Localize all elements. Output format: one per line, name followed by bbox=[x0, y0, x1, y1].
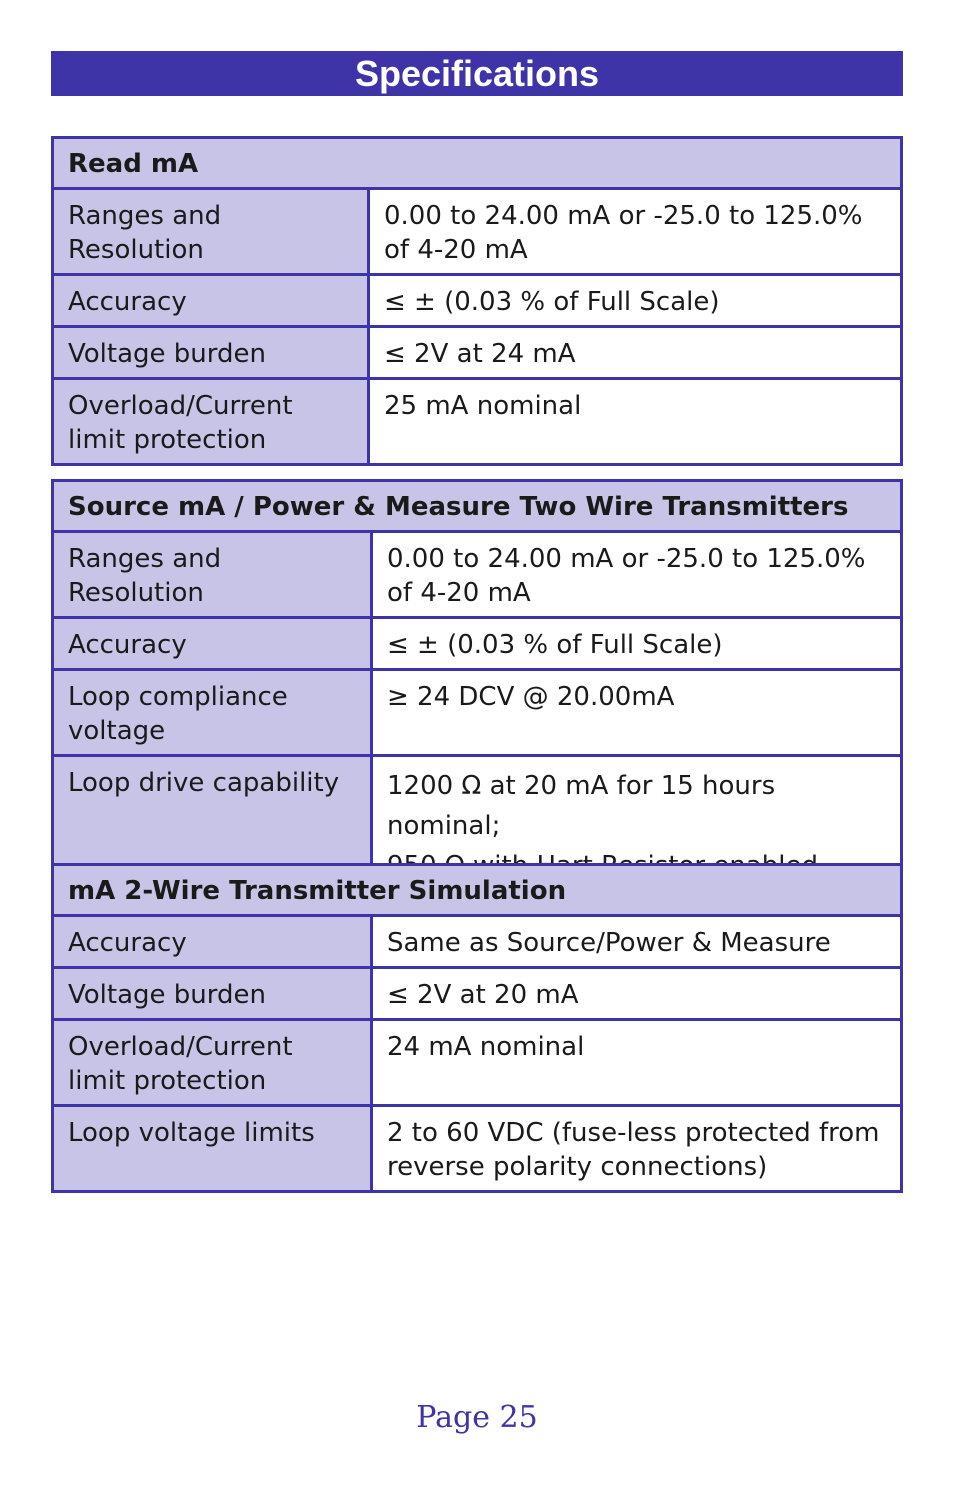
row-label: Voltage burden bbox=[53, 327, 369, 379]
row-value: 24 mA nominal bbox=[372, 1020, 902, 1106]
table-row bbox=[53, 275, 902, 327]
table-row bbox=[53, 327, 902, 379]
table-row bbox=[53, 379, 902, 465]
table-header: Source mA / Power & Measure Two Wire Transmitters bbox=[53, 481, 902, 532]
table-header: mA 2-Wire Transmitter Simulation bbox=[53, 865, 902, 916]
read-ma-table bbox=[51, 136, 903, 466]
row-label: Ranges and Resolution bbox=[53, 189, 369, 275]
row-value: 0.00 to 24.00 mA or -25.0 to 125.0% of 4-20 mA bbox=[372, 532, 902, 618]
table-row bbox=[53, 1020, 902, 1106]
row-label: Loop drive capability bbox=[53, 756, 372, 894]
transmitter-simulation-table bbox=[51, 863, 903, 1193]
table-row bbox=[53, 916, 902, 968]
row-label: Loop compliance voltage bbox=[53, 670, 372, 756]
table-row bbox=[53, 532, 902, 618]
row-value: Same as Source/Power & Measure bbox=[372, 916, 902, 968]
row-value: ≤ ± (0.03 % of Full Scale) bbox=[372, 618, 902, 670]
table-row bbox=[53, 189, 902, 275]
row-label: Overload/Current limit protection bbox=[53, 379, 369, 465]
row-label: Loop voltage limits bbox=[53, 1106, 372, 1192]
table-row bbox=[53, 968, 902, 1020]
row-label: Accuracy bbox=[53, 916, 372, 968]
table-header: Read mA bbox=[53, 138, 902, 189]
row-value: ≤ ± (0.03 % of Full Scale) bbox=[369, 275, 902, 327]
row-value: 25 mA nominal bbox=[369, 379, 902, 465]
row-label: Accuracy bbox=[53, 275, 369, 327]
row-label: Ranges and Resolution bbox=[53, 532, 372, 618]
loop-drive-line-1: 1200 Ω at 20 mA for 15 hours nominal; bbox=[387, 771, 776, 841]
table-row bbox=[53, 1106, 902, 1192]
row-label: Overload/Current limit protection bbox=[53, 1020, 372, 1106]
row-value: 0.00 to 24.00 mA or -25.0 to 125.0% of 4-20 mA bbox=[369, 189, 902, 275]
page-title: Specifications bbox=[51, 51, 903, 96]
row-label: Voltage burden bbox=[53, 968, 372, 1020]
source-ma-table bbox=[51, 479, 903, 895]
table-row bbox=[53, 618, 902, 670]
row-value: ≥ 24 DCV @ 20.00mA bbox=[372, 670, 902, 756]
row-label: Accuracy bbox=[53, 618, 372, 670]
row-value: ≤ 2V at 20 mA bbox=[372, 968, 902, 1020]
page-number: Page 25 bbox=[416, 1400, 538, 1435]
table-row bbox=[53, 670, 902, 756]
row-value: 2 to 60 VDC (fuse-less protected from reverse polarity connections) bbox=[372, 1106, 902, 1192]
row-value: ≤ 2V at 24 mA bbox=[369, 327, 902, 379]
